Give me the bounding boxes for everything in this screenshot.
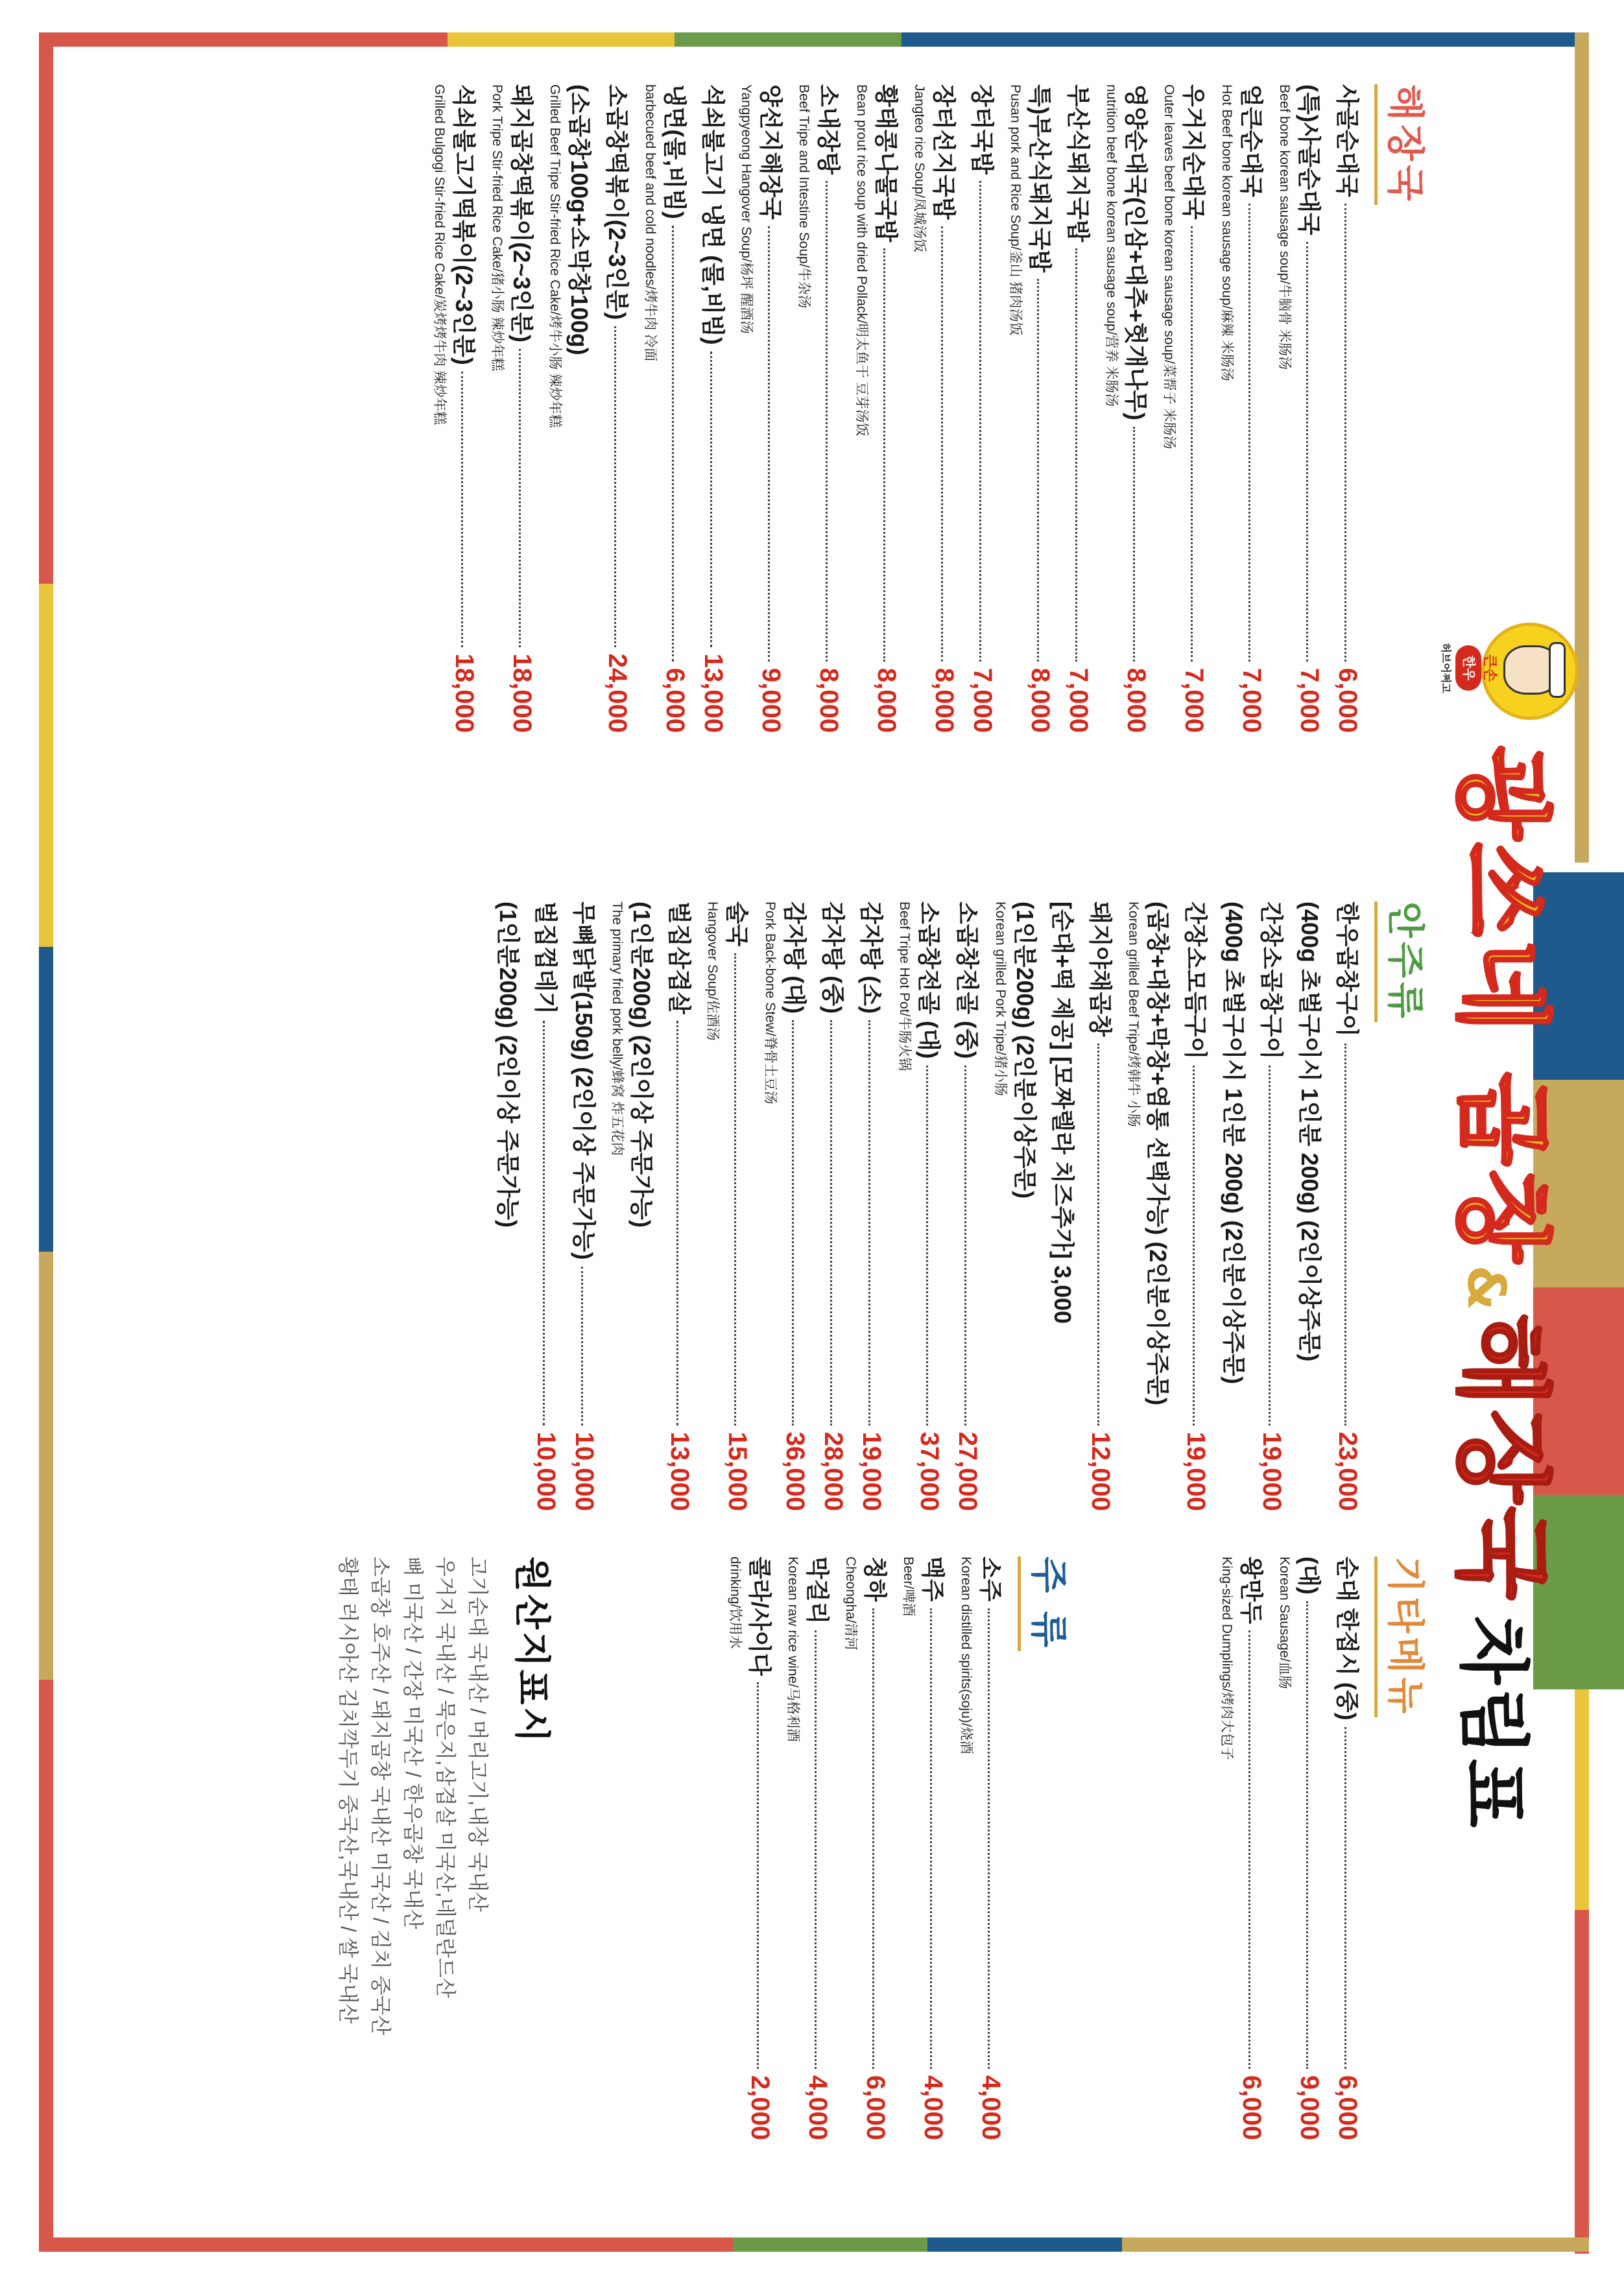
menu-item-name: 소곱창떡볶이(2~3인분) [604, 84, 630, 320]
menu-item-row [967, 84, 997, 733]
menu-item-translation: Beef Tripe Hot Pot/牛肠火锅 [897, 901, 912, 1071]
menu-item-price: 23,000 [1333, 1431, 1362, 1511]
menu-item-price: 2,000 [746, 2075, 774, 2140]
menu-item [1295, 901, 1324, 1511]
menu-board-title: 차림표 [1451, 1616, 1534, 1830]
menu-item-row [1047, 901, 1077, 1511]
menu-item-name: (특)사골순대국 [1296, 84, 1322, 235]
menu-item-name: 부산식돼지국밥 [1065, 84, 1092, 243]
dot-leader [792, 1020, 794, 1425]
menu-item [545, 84, 594, 733]
menu-item [856, 901, 887, 1511]
menu-item [967, 84, 997, 733]
dot-leader [1133, 427, 1135, 662]
menu-item [1256, 901, 1287, 1511]
brand-name-2: 해장국 [1445, 1313, 1558, 1603]
drinks-list [725, 1556, 1006, 2140]
menu-item-price: 8,000 [1026, 667, 1055, 733]
menu-item-name: (1인분200g) (2인이상 주문가능) [495, 901, 521, 1228]
menu-item [531, 901, 561, 1511]
menu-item-row [1219, 901, 1248, 1511]
dot-leader [826, 181, 828, 662]
menu-item [1332, 84, 1363, 733]
dot-leader [926, 1066, 928, 1425]
menu-item-row [1236, 84, 1267, 733]
dot-leader [1193, 1066, 1195, 1425]
menu-item-name: 술국 [724, 901, 750, 947]
menu-item [1063, 84, 1093, 733]
menu-item-translation: Korean grilled Beef Tripe/烤韩牛 小肠 [1126, 901, 1141, 1127]
menu-item-row [1295, 901, 1324, 1511]
brand-header [1436, 610, 1585, 1830]
menu-item [852, 84, 902, 733]
dot-leader [964, 1066, 966, 1425]
dot-leader [930, 1608, 932, 2069]
menu-item-name: 간장소모듬구이 [1182, 901, 1209, 1060]
menu-item-translation: Pork Back-bone Stew/脊骨土豆汤 [763, 901, 778, 1104]
menu-item-name: 무뼈닭발(150g) (2인이상 주문가능) [571, 901, 597, 1260]
origin-line: 소곱창 호주산 / 돼지곱창 국내산 미국산 / 김치 중국산 [369, 1556, 392, 2036]
menu-item-name: [순대+떡 제공] [모짜렐라 치즈추가] 3,000 [1049, 901, 1076, 1324]
menu-item-translation: nutrition beef bone korean sausage soup/营养 米肠汤 [1104, 84, 1119, 407]
menu-item-price: 7,000 [1237, 667, 1266, 733]
menu-item-row [975, 1556, 1006, 2140]
menu-item-row [531, 901, 561, 1511]
dot-leader [815, 1630, 817, 2069]
menu-item-name: 석쇠불고기 냉면 (물,비빔) [700, 84, 726, 345]
menu-item-price: 19,000 [857, 1431, 886, 1511]
section-title-other: 기타메뉴 [1374, 1556, 1436, 1717]
menu-item [607, 901, 656, 1511]
menu-item-name: 감자탕 (소) [858, 901, 885, 1014]
menu-item-name: 벌집삼겹살 [666, 901, 693, 1014]
menu-item-row [449, 84, 479, 733]
menu-item-name: 맥주 [920, 1556, 946, 1602]
menu-item-translation: Hangover Soup/佐酒汤 [705, 901, 720, 1041]
menu-item-name: 벌집껍데기 [532, 901, 559, 1014]
brand-logo [1442, 610, 1579, 726]
menu-item-price: 4,000 [804, 2075, 832, 2140]
menu-item-row [722, 901, 752, 1511]
dot-leader [461, 372, 463, 647]
menu-item-name: 돼지곱창떡볶이(2~3인분) [508, 84, 535, 343]
menu-item-name: 왕만두 [1238, 1556, 1265, 1625]
menu-item-name: 장터국밥 [969, 84, 996, 175]
menu-item-price: 24,000 [603, 653, 632, 733]
menu-item-translation: King-sized Dumplings/烤肉大包子 [1219, 1556, 1234, 1760]
menu-item-name: 소곱창전골 (중) [954, 901, 981, 1059]
menu-item [952, 901, 983, 1511]
menu-item-price: 28,000 [819, 1431, 848, 1511]
menu-item-row [1085, 901, 1116, 1511]
dot-leader [1344, 204, 1346, 662]
menu-item [1217, 1556, 1267, 2140]
menu-item-name: 콜라/사이다 [746, 1556, 773, 1676]
menu-item [429, 84, 479, 733]
menu-item-row [493, 901, 523, 1511]
menu-item-price: 36,000 [781, 1431, 809, 1511]
menu-item [698, 84, 728, 733]
menu-item-name: 청하 [862, 1556, 889, 1602]
brand-title [1440, 746, 1581, 1830]
dot-leader [734, 953, 736, 1425]
dot-leader [1248, 1630, 1250, 2069]
section-title-drinks: 주 류 [1018, 1556, 1079, 1651]
menu-item-price: 10,000 [532, 1431, 560, 1511]
menu-item-price: 7,000 [1064, 667, 1093, 733]
menu-item [956, 1556, 1006, 2140]
section-drinks [717, 1556, 1079, 2140]
menu-item [1159, 84, 1209, 733]
menu-item-row [1025, 84, 1055, 733]
menu-item-row [780, 901, 810, 1511]
menu-item-price: 6,000 [1333, 667, 1362, 733]
dot-leader [519, 349, 521, 647]
dot-leader [1248, 204, 1250, 662]
menu-item-translation: barbecued beef and cold noodles/烤牛肉 冷面 [643, 84, 658, 362]
menu-item-row [564, 84, 594, 733]
menu-item-row [1294, 84, 1324, 733]
menu-item-name: (1인분200g) (2인이상 주문가능) [628, 901, 655, 1228]
anju-list [493, 901, 1363, 1511]
menu-item-price: 10,000 [570, 1431, 599, 1511]
origin-title: 원산지표시 [512, 1556, 553, 1745]
menu-item-translation: Cheongha/清河 [843, 1556, 858, 1651]
menu-item [1274, 1556, 1324, 2140]
menu-item-row [856, 901, 887, 1511]
menu-item [1005, 84, 1055, 733]
menu-item [702, 901, 752, 1511]
menu-item-row [1121, 84, 1151, 733]
menu-item-name: (소곱창100g+소막창100g) [566, 84, 593, 355]
menu-item-name: 소내장탕 [815, 84, 842, 175]
menu-item-row [860, 1556, 890, 2140]
menu-item [1101, 84, 1151, 733]
menu-item-name: 냉면(물,비빔) [662, 84, 688, 219]
menu-item-price: 19,000 [1258, 1431, 1286, 1511]
dot-leader [830, 1020, 832, 1425]
dot-leader [1344, 1044, 1346, 1425]
menu-item-name: (대) [1296, 1556, 1322, 1595]
menu-item-row [1332, 901, 1363, 1511]
menu-item [1085, 901, 1116, 1511]
menu-item-price: 6,000 [1333, 2075, 1362, 2140]
menu-item-row [1236, 1556, 1267, 2140]
dot-leader [614, 326, 616, 647]
menu-item-name: 간장소곱창구이 [1258, 901, 1285, 1060]
origin-line: 뼈 미국산 / 간장 미국산 / 한우곱창 국내산 [401, 1556, 425, 1929]
section-haejangguk [422, 84, 1436, 733]
menu-item-row [664, 901, 695, 1511]
dot-leader [757, 1682, 759, 2069]
section-title-haejangguk: 해장국 [1374, 84, 1436, 205]
menu-item-translation: Korean raw rice wine/马格利酒 [785, 1556, 800, 1742]
menu-item-translation: Outer leaves beef bone korean sausage soup/菜帮子 米肠汤 [1162, 84, 1176, 449]
menu-item-price: 8,000 [1122, 667, 1151, 733]
dot-leader [979, 181, 981, 662]
menu-item [487, 84, 537, 733]
menu-item [818, 901, 848, 1511]
menu-item-row [745, 1556, 775, 2140]
menu-item-row [756, 84, 786, 733]
menu-item-price: 6,000 [661, 667, 689, 733]
menu-item-price: 15,000 [723, 1431, 752, 1511]
menu-item-row [1294, 1556, 1324, 2140]
menu-item [1217, 84, 1267, 733]
menu-item-price: 7,000 [968, 667, 997, 733]
logo-top-text: 큰손 [1482, 654, 1498, 682]
menu-item-translation: Pusan pork and Rice Soup/釜山 猪肉汤饭 [1008, 84, 1023, 336]
dot-leader [1191, 226, 1193, 662]
menu-item-row [818, 901, 848, 1511]
dot-leader [710, 352, 712, 647]
origin-line: 황태 러시아산 김치깍두기 중국산,국내산 / 쌀 국내산 [337, 1556, 360, 2024]
section-other [1209, 1556, 1436, 2140]
logo-badge: 한우 [1455, 645, 1481, 691]
dot-leader [1306, 242, 1308, 662]
menu-item-price: 19,000 [1182, 1431, 1210, 1511]
menu-item-name: 한우곱창구이 [1334, 901, 1361, 1037]
menu-item-name: 우거지순대국 [1180, 84, 1207, 220]
menu-item-row [813, 84, 844, 733]
menu-item-name: (400g 초벌구이시 1인분 200g) (2인이상주문) [1296, 901, 1323, 1362]
menu-item [841, 1556, 890, 2140]
dot-leader [1344, 1727, 1346, 2069]
menu-item [493, 901, 523, 1511]
menu-item-price: 13,000 [699, 653, 728, 733]
menu-item-name: (1인분200g) (2인분이상주문) [1012, 901, 1038, 1199]
menu-item-name: 돼지야채곱창 [1087, 901, 1114, 1037]
menu-item-name: 감자탕 (대) [782, 901, 808, 1014]
menu-item-translation: Yangpyeong Hangover Soup/杨坪 醒酒汤 [739, 84, 754, 334]
origin-lines [332, 1556, 494, 2205]
menu-item-name: 소주 [977, 1556, 1004, 1602]
menu-item-name: 얼큰순대국 [1238, 84, 1265, 197]
menu-item [898, 1556, 948, 2140]
dot-leader [872, 1608, 874, 2069]
menu-item [783, 1556, 833, 2140]
menu-item-name: 사골순대국 [1334, 84, 1361, 197]
menu-item-price: 4,000 [919, 2075, 948, 2140]
dot-leader [768, 226, 770, 662]
menu-item-name: 영양순대국(인삼+대추+헛개나무) [1123, 84, 1149, 421]
menu-item [1180, 901, 1211, 1511]
menu-item-translation: Beer/啤酒 [901, 1556, 916, 1617]
menu-item-row [602, 84, 632, 733]
menu-item-price: 27,000 [953, 1431, 982, 1511]
menu-item-row [1178, 84, 1209, 733]
origin-line: 우거지 국내산 / 묵은지,삼겹살 미국산,네덜란드산 [434, 1556, 457, 1998]
menu-item-row [1256, 901, 1287, 1511]
menu-item [736, 84, 786, 733]
menu-item-row [1332, 1556, 1363, 2140]
menu-item [1123, 901, 1173, 1511]
menu-item-price: 12,000 [1086, 1431, 1115, 1511]
menu-item-price: 7,000 [1295, 667, 1324, 733]
menu-item-row [1010, 901, 1040, 1511]
menu-item-row [1063, 84, 1093, 733]
dot-leader [883, 248, 885, 661]
section-anju [485, 901, 1436, 1511]
section-title-anju: 안주류 [1374, 901, 1436, 1022]
menu-item-price: 7,000 [1180, 667, 1208, 733]
menu-item-name: 양선지해장국 [758, 84, 784, 220]
menu-item-row [952, 901, 983, 1511]
menu-item-row [1332, 84, 1363, 733]
dot-leader [868, 1020, 870, 1425]
menu-item-translation: Grilled Bulgogi Stir-fried Rice Cake/炭烤烤牛肉 辣炒年糕 [432, 84, 447, 425]
menu-item [602, 84, 632, 733]
menu-item-translation: Korean Sausage/血肠 [1277, 1556, 1292, 1689]
menu-item-price: 18,000 [508, 653, 536, 733]
menu-item [794, 84, 844, 733]
menu-item [1219, 901, 1248, 1511]
menu-item-price: 37,000 [915, 1431, 944, 1511]
other-list [1217, 1556, 1363, 2140]
menu-item-price: 8,000 [872, 667, 901, 733]
menu-item-translation: Grilled Beef Tripe Stir-fried Rice Cake/烤牛小肠 辣炒年糕 [547, 84, 562, 428]
menu-item [1332, 1556, 1363, 2140]
dot-leader [1037, 279, 1039, 662]
menu-item-row [1143, 901, 1173, 1511]
menu-item [1332, 901, 1363, 1511]
menu-item-price: 6,000 [1237, 2075, 1266, 2140]
menu-item [725, 1556, 775, 2140]
menu-item-row [627, 901, 656, 1511]
menu-item-row [918, 1556, 948, 2140]
menu-item-name: 황태콩나물국밥 [873, 84, 900, 243]
menu-item-row [507, 84, 537, 733]
menu-item-translation: Korean grilled Pork Tripe/猪小肠 [993, 901, 1008, 1096]
menu-item [569, 901, 599, 1511]
menu-item-name: 감자탕 (중) [820, 901, 846, 1014]
menu-item-translation: Beef Tripe and Intestine Soup/牛杂汤 [796, 84, 811, 309]
menu-item-translation: Beef bone korean sausage soup/牛脑骨 米肠汤 [1277, 84, 1292, 370]
menu-item-price: 8,000 [930, 667, 959, 733]
menu-item [1047, 901, 1077, 1511]
brand-ampersand: & [1456, 1265, 1516, 1313]
dot-leader [1075, 248, 1077, 661]
menu-item-name: 순대 한접시 (중) [1334, 1556, 1361, 1721]
logo-bottom-text: 허브어쩌고 [1440, 643, 1451, 693]
menu-item-row [914, 901, 944, 1511]
menu-item [664, 901, 695, 1511]
menu-item-name: (400g 초벌구이시 1인분 200g) (2인분이상주문) [1221, 901, 1247, 1385]
dot-leader [988, 1608, 990, 2069]
section-origin [332, 1556, 560, 2205]
menu-item-translation: Korean distilled spirits(soju)/烧酒 [959, 1556, 973, 1754]
menu-item-price: 8,000 [815, 667, 843, 733]
menu-item-row [698, 84, 728, 733]
menu-item-price: 9,000 [1295, 2075, 1324, 2140]
chef-hat-icon [1549, 642, 1566, 698]
menu-item-row [871, 84, 902, 733]
dot-leader [672, 226, 674, 662]
dot-leader [543, 1021, 545, 1425]
menu-item-name: 석쇠불고기떡볶이(2~3인분) [451, 84, 477, 365]
menu-item [1274, 84, 1324, 733]
menu-item-translation: Hot Beef bone korean sausage soup/麻辣 米肠汤 [1219, 84, 1234, 381]
menu-item-translation: Pork Tripe Stir-fried Rice Cake/猪小肠 辣炒年糕 [490, 84, 505, 372]
dot-leader [581, 1267, 583, 1425]
menu-item-row [569, 901, 599, 1511]
menu-item-row [1180, 901, 1211, 1511]
menu-item-price: 4,000 [977, 2075, 1005, 2140]
menu-item-name: 장터선지국밥 [931, 84, 957, 220]
menu-item-price: 13,000 [665, 1431, 694, 1511]
dot-leader [1269, 1066, 1271, 1425]
menu-item-row [660, 84, 690, 733]
menu-item-translation: Jangteo rice Soup/凤城汤饭 [912, 84, 927, 253]
menu-item-translation: Bean prout rice soup with dried Pollack/明太鱼干 豆芽汤饭 [854, 84, 869, 436]
menu-item-row [929, 84, 959, 733]
menu-item [909, 84, 959, 733]
origin-line: 고기순대 국내산 / 머리고기,내장 국내산 [466, 1556, 490, 1912]
menu-item-translation: The primary fried pork belly/蜂窝 炸五花肉 [610, 901, 625, 1156]
menu-item-name: (곱창+대창+막창+염통 선택가능) (2인분이상주문) [1145, 901, 1171, 1406]
menu-item [894, 901, 944, 1511]
menu-item [760, 901, 810, 1511]
menu-item-row [802, 1556, 833, 2140]
menu-item-price: 6,000 [861, 2075, 890, 2140]
dot-leader [941, 226, 943, 662]
menu-item-name: 소곱창전골 (대) [916, 901, 942, 1059]
dot-leader [1097, 1044, 1099, 1425]
menu-item-name: 특)부산식돼지국밥 [1027, 84, 1053, 273]
menu-item-price: 9,000 [757, 667, 785, 733]
menu-item [640, 84, 690, 733]
menu-item-translation: drinking/饮用水 [728, 1556, 743, 1649]
brand-name-1: 광쓰네 곱창 [1445, 746, 1558, 1265]
menu-item [990, 901, 1040, 1511]
dot-leader [676, 1021, 678, 1425]
menu-item-price: 18,000 [450, 653, 479, 733]
haejangguk-list [429, 84, 1363, 733]
menu-item-name: 막걸리 [804, 1556, 831, 1625]
dot-leader [1306, 1601, 1308, 2069]
